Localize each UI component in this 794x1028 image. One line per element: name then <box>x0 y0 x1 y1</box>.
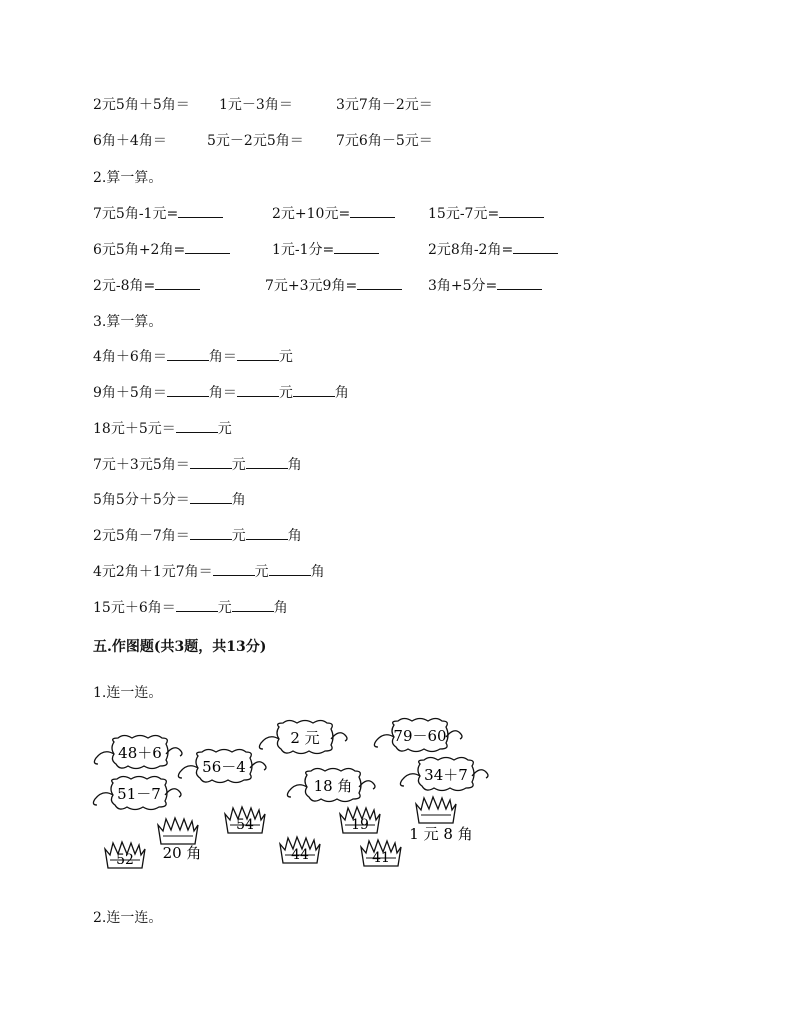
q3-line: 4元2角＋1元7角＝ 元 角 <box>93 564 325 580</box>
grass-label: 52 <box>116 852 134 868</box>
leaf-card[interactable] <box>374 719 462 752</box>
question-2b-title: 2.连一连。 <box>93 910 163 926</box>
leaf-label: 18 角 <box>313 777 353 795</box>
expr-r2-3: 7元6角－5元＝ <box>336 133 433 149</box>
grass-card[interactable] <box>105 842 145 868</box>
grass-label: 54 <box>236 817 254 833</box>
expr-r1-3: 3元7角－2元＝ <box>336 97 433 113</box>
leaf-label: 56－4 <box>202 758 246 776</box>
grass-label: 41 <box>372 850 390 866</box>
q2-item: 15元-7元= <box>428 203 544 223</box>
answer-blank[interactable] <box>497 277 542 290</box>
q3-line: 18元＋5元＝ 元 <box>93 421 232 437</box>
grass-card[interactable] <box>409 797 472 843</box>
answer-blank[interactable] <box>293 384 335 397</box>
answer-blank[interactable] <box>190 491 232 504</box>
leaf-card[interactable] <box>93 777 181 810</box>
answer-blank[interactable] <box>178 205 223 218</box>
leaf-label: 2 元 <box>290 729 320 747</box>
q2-item: 2元-8角= <box>93 275 200 295</box>
grass-label: 1 元 8 角 <box>409 825 473 843</box>
question-1-title: 1.连一连。 <box>93 685 163 701</box>
answer-blank[interactable] <box>513 241 558 254</box>
leaf-label: 34＋7 <box>424 766 468 784</box>
q3-line: 4角＋6角＝ 角＝ 元 <box>93 349 293 365</box>
q2-item: 7元+3元9角= <box>265 275 402 295</box>
q3-line: 9角＋5角＝ 角＝ 元 角 <box>93 385 349 401</box>
answer-blank[interactable] <box>185 241 230 254</box>
q3-line: 2元5角－7角＝ 元 角 <box>93 528 302 544</box>
answer-blank[interactable] <box>176 420 218 433</box>
matching-figure <box>0 712 794 912</box>
answer-blank[interactable] <box>350 205 395 218</box>
leaf-label: 79－60 <box>393 727 447 745</box>
answer-blank[interactable] <box>190 527 232 540</box>
answer-blank[interactable] <box>167 384 209 397</box>
answer-blank[interactable] <box>246 527 288 540</box>
grass-label: 19 <box>351 817 369 833</box>
grass-card[interactable] <box>225 807 265 833</box>
leaf-card[interactable] <box>94 736 182 769</box>
question-2-title: 2.算一算。 <box>93 170 163 186</box>
grass-label: 20 角 <box>162 844 202 862</box>
expr-r1-1: 2元5角＋5角＝ <box>93 97 190 113</box>
leaf-card[interactable] <box>259 721 347 754</box>
question-3-title: 3.算一算。 <box>93 314 163 330</box>
answer-blank[interactable] <box>167 348 209 361</box>
q2-item: 2元8角-2角= <box>428 239 558 259</box>
q3-line: 15元＋6角＝ 元 角 <box>93 600 288 616</box>
leaf-card[interactable] <box>178 750 266 783</box>
q2-item: 3角+5分= <box>428 275 542 295</box>
leaf-card[interactable] <box>287 769 375 802</box>
grass-card[interactable] <box>340 807 380 833</box>
expr-r2-1: 6角＋4角＝ <box>93 133 167 149</box>
grass-card[interactable] <box>361 840 401 866</box>
answer-blank[interactable] <box>357 277 402 290</box>
q2-item: 1元-1分= <box>272 239 379 259</box>
q2-item: 7元5角-1元= <box>93 203 223 223</box>
grass-card[interactable] <box>158 818 201 862</box>
answer-blank[interactable] <box>499 205 544 218</box>
answer-blank[interactable] <box>246 456 288 469</box>
q2-item: 2元+10元= <box>272 203 395 223</box>
answer-blank[interactable] <box>232 599 274 612</box>
answer-blank[interactable] <box>237 384 279 397</box>
leaf-label: 48＋6 <box>118 744 162 762</box>
grass-label: 44 <box>291 847 309 863</box>
leaf-card[interactable] <box>400 758 488 791</box>
q2-item: 6元5角+2角= <box>93 239 230 259</box>
expr-r2-2: 5元－2元5角＝ <box>207 133 304 149</box>
section-5-title: 五.作图题(共3题，共13分) <box>93 639 267 655</box>
answer-blank[interactable] <box>155 277 200 290</box>
q3-line: 7元＋3元5角＝ 元 角 <box>93 457 302 473</box>
answer-blank[interactable] <box>237 348 279 361</box>
grass-card[interactable] <box>280 837 320 863</box>
leaf-label: 51－7 <box>117 785 161 803</box>
answer-blank[interactable] <box>334 241 379 254</box>
expr-r1-2: 1元－3角＝ <box>219 97 293 113</box>
answer-blank[interactable] <box>176 599 218 612</box>
answer-blank[interactable] <box>213 563 255 576</box>
answer-blank[interactable] <box>190 456 232 469</box>
answer-blank[interactable] <box>269 563 311 576</box>
q3-line: 5角5分＋5分＝ 角 <box>93 492 246 508</box>
